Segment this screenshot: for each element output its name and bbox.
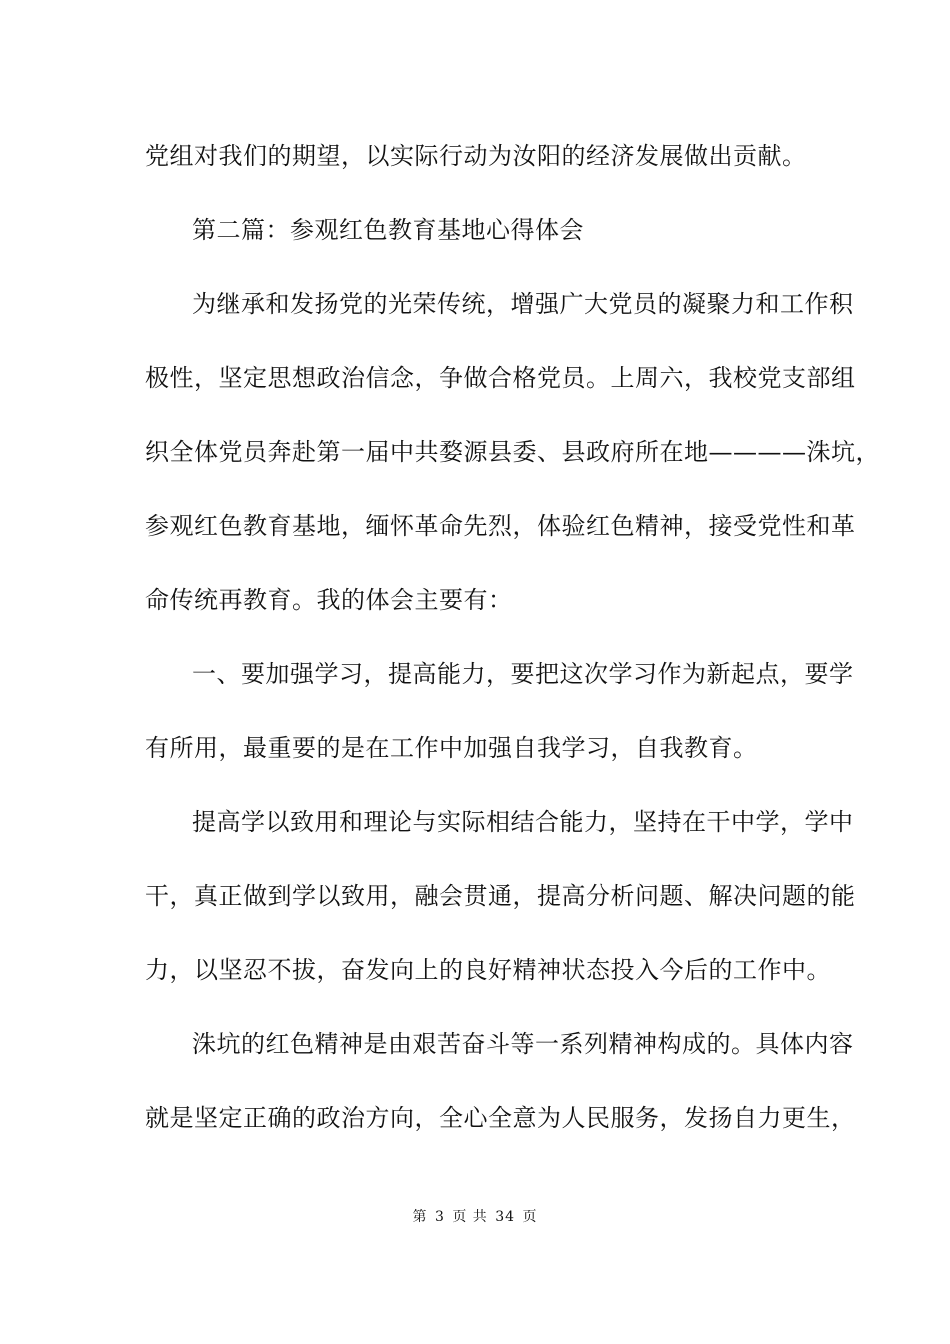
footer-current-page: 3 (434, 1209, 445, 1225)
paragraph-line-12: 力，以坚忍不拔，奋发向上的良好精神状态投入今后的工作中。 (145, 956, 831, 984)
paragraph-line-11: 干，真正做到学以致用，融会贯通，提高分析问题、解决问题的能 (145, 882, 856, 910)
paragraph-line-8: 一、要加强学习，提高能力，要把这次学习作为新起点，要学 (192, 660, 854, 688)
paragraph-line-5: 织全体党员奔赴第一届中共婺源县委、县政府所在地————洙坑， (145, 438, 880, 466)
footer-prefix: 第 (412, 1209, 428, 1225)
paragraph-line-3: 为继承和发扬党的光荣传统，增强广大党员的凝聚力和工作积 (192, 290, 854, 318)
section-heading: 第二篇：参观红色教育基地心得体会 (192, 216, 584, 244)
paragraph-line-9: 有所用，最重要的是在工作中加强自我学习，自我教育。 (145, 734, 758, 762)
footer-suffix: 页 (522, 1209, 538, 1225)
paragraph-line-10: 提高学以致用和理论与实际相结合能力，坚持在干中学，学中 (192, 808, 854, 836)
page-footer (0, 1207, 950, 1227)
paragraph-line-13: 洙坑的红色精神是由艰苦奋斗等一系列精神构成的。具体内容 (192, 1030, 854, 1058)
paragraph-line-14: 就是坚定正确的政治方向，全心全意为人民服务，发扬自力更生， (145, 1104, 856, 1132)
paragraph-line-7: 命传统再教育。我的体会主要有： (145, 586, 513, 614)
footer-total-pages: 34 (495, 1209, 516, 1225)
paragraph-line-1: 党组对我们的期望，以实际行动为汝阳的经济发展做出贡献。 (145, 142, 807, 170)
footer-middle: 页 共 (452, 1209, 488, 1225)
paragraph-line-4: 极性，坚定思想政治信念，争做合格党员。上周六，我校党支部组 (145, 364, 856, 392)
paragraph-line-6: 参观红色教育基地，缅怀革命先烈，体验红色精神，接受党性和革 (145, 512, 856, 540)
